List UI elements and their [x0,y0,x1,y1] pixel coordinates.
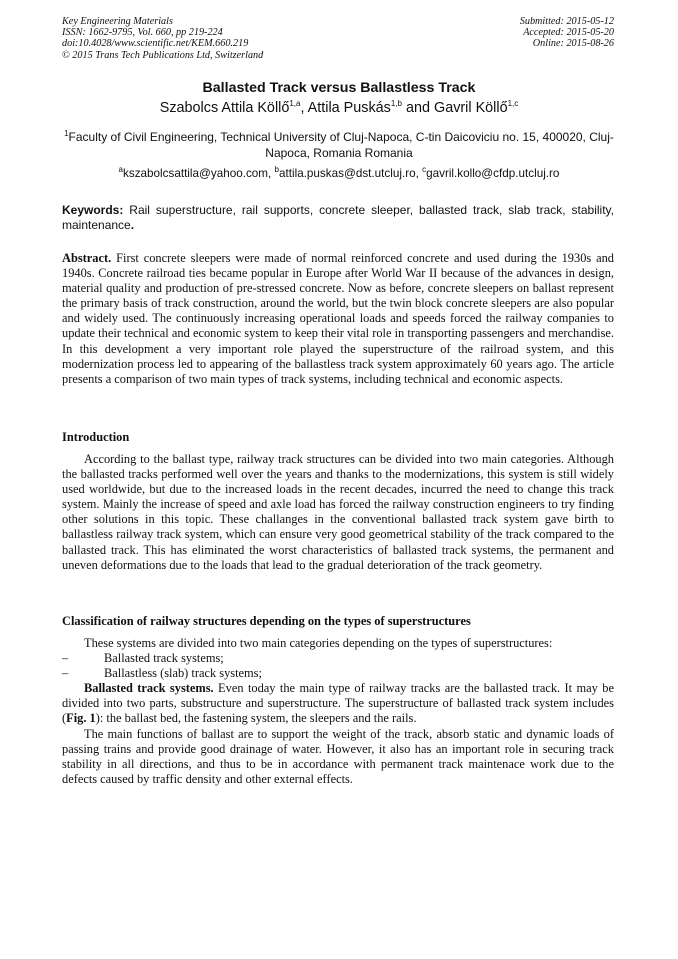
author-separator: , [300,100,308,116]
paragraph: According to the ballast type, railway track structures can be divided into two main categories. Although the ballasted tracks performed well over the years and thanks to the modernizations, this system is still widely used worldwide, but due to the increased loads in the recent decades, incurred the need to change this track system. Mainly the increase of speed and axle load has forced the railway construction engineers to try finding other solutions in this topic. These challanges in the conventional ballasted track system gave birth to ballastless railway track system, which can ensure very good geometrical stability of the track compared to the ballasted track. This has eliminated the worst characteristics of ballasted track systems, the permanent and uneven deformations due to the loads that lead to the gradual deterioration of the track geometry. [62,452,614,572]
journal-info [62,16,263,61]
keywords-label: Keywords: [62,203,124,217]
email-link[interactable]: attila.puskas@dst.utcluj.ro, [279,167,423,180]
email-mark: a [118,165,123,175]
author-affiliation-mark: 1,b [390,99,402,109]
keywords [62,203,614,233]
journal-doi: doi:10.4028/www.scientific.net/KEM.660.219 [62,38,249,50]
journal-name: Key Engineering Materials [62,16,173,27]
section-heading-classification: Classification of railway structures depending on the types of superstructures [62,614,471,628]
keywords-text: Rail superstructure, rail supports, concrete sleeper, ballasted track, slab track, stability, maintenance [62,203,614,232]
category-list [62,651,614,681]
author-name: Attila Puskás [307,100,391,116]
submitted-date: Submitted: 2015-05-12 [519,16,614,27]
list-item: – Ballastless (slab) track systems; [62,666,614,681]
paragraph-text: ): the ballast bed, the fastening system, the sleepers and the rails. [95,711,417,726]
abstract-text: First concrete sleepers were made of normal reinforced concrete and used during the 1930s and 1940s. Concrete railroad ties became popular in Europe after World War II because of the advances in design, material quality and production of pre-stressed concrete. Now as before, concrete sleepers on ballast represent the primary basis of track construction, around the world, but the twin block concrete sleepers are also popular and widely used. The continuously increasing operational loads and speeds forced the railway companies to update their technical and economic system to keep their vital role in transporting passengers and merchandise. In this development a very important role played the superstructure of the railroad system, and this modernization process led to appearing of the ballastless track system approximately 60 years ago. The article presents a comparison of two main types of track systems, including technical and economic aspects. [62,251,614,386]
abstract [62,251,614,387]
online-date: Online: 2015-08-26 [532,38,614,50]
affiliation [62,130,616,161]
figure-reference[interactable]: Fig. 1 [66,711,96,726]
paragraph: These systems are divided into two main categories depending on the types of superstructures: [84,636,553,650]
author-name: Gavril Köllő [434,100,508,116]
journal-issn: ISSN: 1662-9795, Vol. 660, pp 219-224 [62,27,223,39]
paragraph [62,681,614,726]
affiliation-mark: 1 [64,129,69,138]
author-list [0,100,678,116]
affiliation-text: Faculty of Civil Engineering, Technical University of Cluj-Napoca, C-tin Daicoviciu no. 15, 400020, Cluj-Napoca, Romania Romania [68,130,614,160]
email-mark: c [422,165,427,175]
introduction-body [62,452,614,573]
paragraph-text: Even today the main type of railway tracks are the ballasted track. It may be divided into two parts, substructure and superstructure. The superstructure of ballasted track system includes ( [62,681,614,726]
author-affiliation-mark: 1,c [507,99,519,109]
journal-copyright: © 2015 Trans Tech Publications Ltd, Switzerland [62,49,264,61]
abstract-label: Abstract. [62,251,112,265]
author-name: Szabolcs Attila Köllő [159,100,290,116]
list-item: – Ballasted track systems; [62,651,614,666]
submission-dates [520,16,614,50]
accepted-date: Accepted: 2015-05-20 [523,27,614,39]
classification-body [62,636,614,787]
email-mark: b [274,165,279,175]
email-link[interactable]: gavril.kollo@cfdp.utcluj.ro [426,167,560,180]
keywords-end: . [130,218,135,232]
paper-title: Ballasted Track versus Ballastless Track [202,80,476,96]
paragraph-lead: Ballasted track systems. [84,681,214,696]
author-emails [0,167,678,180]
section-heading-introduction: Introduction [62,430,130,444]
paragraph: The main functions of ballast are to support the weight of the track, absorb static and dynamic loads of passing trains and provide good drainage of water. However, it also has an important role in securing track stability in all directions, and thus to be in accordance with permanent track maintenace work due to the defects caused by traffic density and other external effects. [62,726,614,786]
email-link[interactable]: kszabolcsattila@yahoo.com, [123,167,275,180]
author-affiliation-mark: 1,a [289,99,301,109]
author-separator: and [401,100,434,116]
